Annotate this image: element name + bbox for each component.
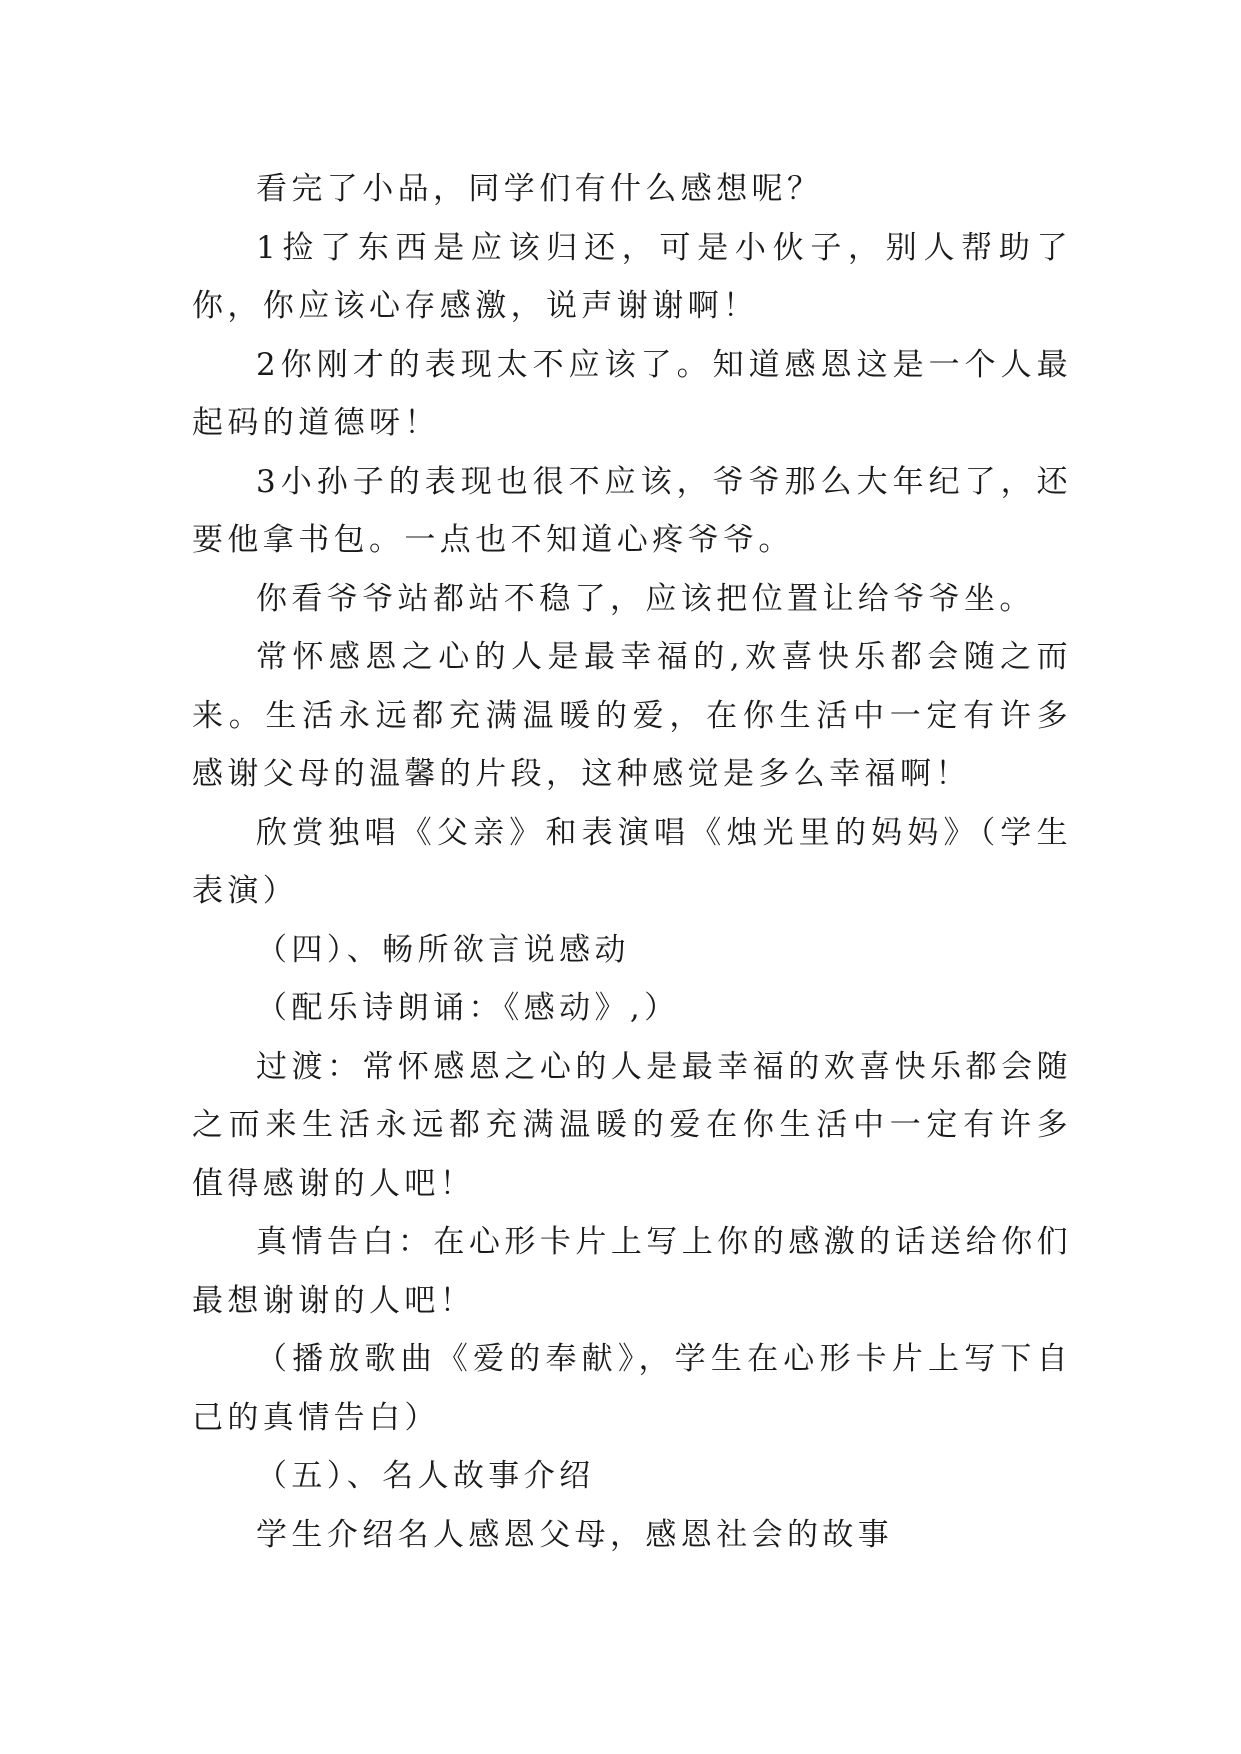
section-heading-5: （五）、名人故事介绍 xyxy=(256,1458,595,1494)
paragraph-point-2: 2你刚才的表现太不应该了。知道感恩这是一个人最起码的道德呀！ xyxy=(192,346,1072,441)
paragraph-give-seat: 你看爷爷站都站不稳了，应该把位置让给爷爷坐。 xyxy=(256,580,1035,617)
paragraph-reflection-question: 看完了小品，同学们有什么感想呢？ xyxy=(256,171,823,207)
paragraph-song-appreciation: 欣赏独唱《父亲》和表演唱《烛光里的妈妈》（学生表演） xyxy=(192,814,1072,909)
paragraph-transition: 过渡：常怀感恩之心的人是最幸福的欢喜快乐都会随之而来生活永远都充满温暖的爱在你生活中一定有许多值得感谢的人吧！ xyxy=(192,1048,1072,1202)
paragraph-point-3: 3小孙子的表现也很不应该，爷爷那么大年纪了，还要他拿书包。一点也不知道心疼爷爷。 xyxy=(192,463,1072,558)
paragraph-poem-recital: （配乐诗朗诵：《感动》,） xyxy=(256,990,680,1026)
paragraph-gratitude-happiness: 常怀感恩之心的人是最幸福的,欢喜快乐都会随之而来。生活永远都充满温暖的爱，在你生活中一定有许多感谢父母的温馨的片段，这种感觉是多么幸福啊！ xyxy=(192,639,1072,792)
paragraph-heartfelt-confession: 真情告白：在心形卡片上写上你的感激的话送给你们最想谢谢的人吧！ xyxy=(192,1224,1072,1319)
section-heading-4: （四）、畅所欲言说感动 xyxy=(256,931,630,968)
paragraph-famous-stories: 学生介绍名人感恩父母，感恩社会的故事 xyxy=(256,1516,894,1553)
paragraph-song-playing: （播放歌曲《爱的奉献》，学生在心形卡片上写下自己的真情告白） xyxy=(192,1341,1072,1436)
paragraph-point-1: 1捡了东西是应该归还，可是小伙子，别人帮助了你，你应该心存感激，说声谢谢啊！ xyxy=(192,229,1072,324)
document-body xyxy=(192,160,1072,1564)
